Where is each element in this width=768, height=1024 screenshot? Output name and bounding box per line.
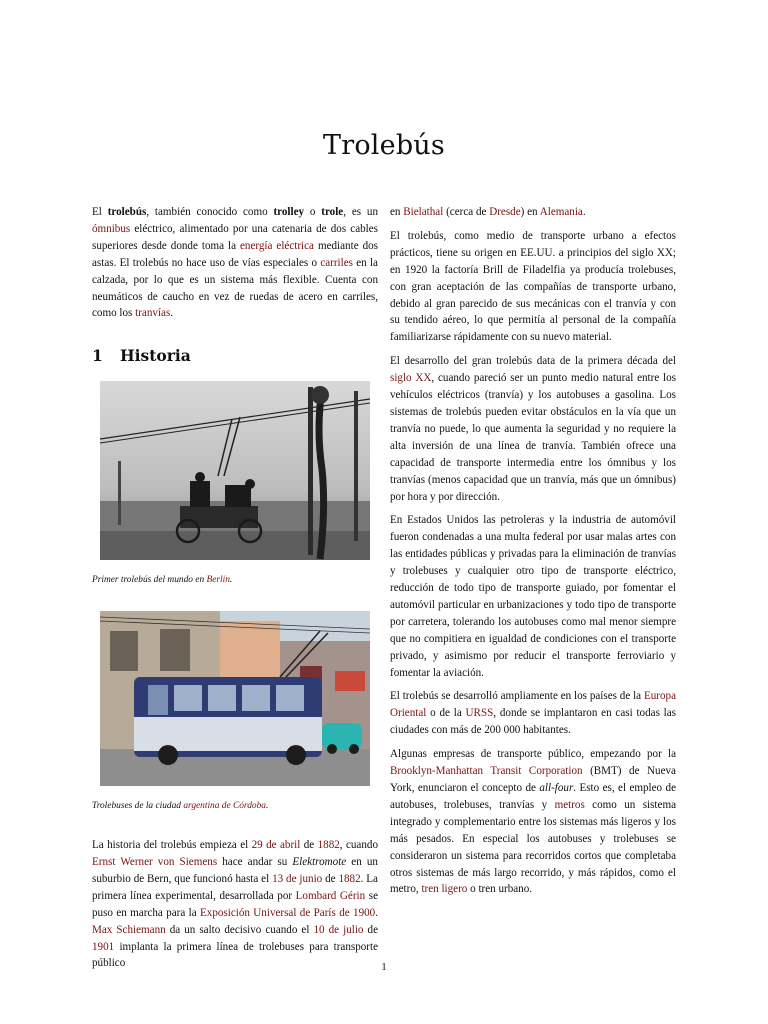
text: o de la — [426, 707, 466, 720]
text: , es un — [343, 206, 379, 218]
paragraph-eastern-europe — [390, 688, 676, 739]
text: Trolebuses de la ciudad — [92, 801, 184, 812]
text: , cuando pareció ser un punto medio natural entre los vehículos eléctricos (tranvía) y los autobuses a gasolina. Los sistemas de trolebús pueden evitar obstáculos en la vía que un tranvía no puede, lo que aumenta la seguridad y no requiere la alta inversión de una línea de tranvía. También ofrece una capacidad de transporte intermedia entre los ómnibus y los tranvías (menos capacidad que un tranvía, más que un ómnibus) por hora y por dirección. — [390, 372, 677, 503]
text: ) en — [520, 206, 540, 218]
link-urss[interactable]: URSS — [465, 707, 494, 720]
link-1882[interactable]: 1882 — [317, 839, 340, 852]
text: da un salto decisivo cuando el — [165, 923, 314, 936]
link-tren-ligero[interactable]: tren ligero — [421, 883, 468, 896]
term-trolley: trolley — [273, 206, 305, 218]
link-omnibus[interactable]: ómnibus — [92, 222, 131, 235]
link-29-abril[interactable]: 29 de abril — [251, 839, 301, 852]
text: . — [265, 801, 269, 812]
link-1882-b[interactable]: 1882 — [338, 872, 361, 885]
paragraph-usa-oil: En Estados Unidos las petroleras y la industria de automóvil fueron condenadas a una multa federal por usar malas artes con las entidades públicas y privadas para la eliminación de tranvías y trolebuses y cualquier otro tipo de transporte eléctrico, reducción de todo tipo de transporte guiado, por fomentar el automóvil particular en urbanizaciones y todo tipo de transporte por carretera, tolerando los autobuses como mal menor siempre que no compitiera en igualdad de condiciones con el transporte privado, y asimismo por reducir el transporte ferroviario y fomentar la aviación. — [390, 514, 676, 679]
link-1901[interactable]: 1901 — [92, 940, 115, 953]
page-number: 1 — [381, 961, 387, 973]
link-lombard-gerin[interactable]: Lombard Gérin — [295, 889, 366, 902]
text: o — [304, 206, 322, 218]
text: se puso en marcha para la — [92, 889, 378, 919]
text: El desarrollo del gran trolebús data de la primera década del — [390, 355, 676, 368]
text: . — [170, 307, 174, 320]
link-bielathal[interactable]: Bielathal — [403, 206, 444, 218]
link-energia-electrica[interactable]: energía eléctrica — [240, 239, 314, 252]
text: , donde se implantaron en casi todas las ciudades con más de 200 000 habitantes. — [390, 707, 676, 737]
page-title: Trolebús — [323, 130, 445, 162]
link-tranvias[interactable]: tranvías — [135, 307, 171, 320]
text: de — [300, 839, 318, 852]
text: . La primera línea experimental, desarrollada por — [92, 872, 378, 902]
text: eléctrico, alimentado por una catenaria de dos cables superiores desde donde toma la — [92, 222, 378, 252]
section-title: Historia — [120, 346, 191, 366]
paragraph-all-four — [390, 746, 676, 898]
link-europa-oriental[interactable]: Europa Oriental — [390, 690, 676, 720]
text: . — [582, 206, 586, 218]
text: . — [375, 906, 378, 919]
text: en — [390, 206, 404, 218]
link-13-junio[interactable]: 13 de junio — [272, 872, 323, 885]
text: , cuando — [339, 839, 378, 852]
text: mediante dos astas. El trolebús no hace uso de vías especiales o — [92, 239, 378, 269]
text: Algunas empresas de transporte público, empezando por la — [390, 748, 676, 761]
history-paragraph — [92, 837, 378, 972]
text: La historia del trolebús empieza el — [92, 839, 252, 852]
text: de — [322, 872, 339, 885]
text: en un suburbio de Bern, que funcionó hasta el — [92, 855, 378, 885]
link-carriles[interactable]: carriles — [320, 256, 353, 269]
link-bmt[interactable]: Brooklyn-Manhattan Transit Corporation — [390, 765, 583, 778]
text: El — [92, 206, 108, 218]
term-all-four: all-four — [539, 782, 574, 794]
text: El trolebús se desarrolló ampliamente en los países de la — [390, 690, 644, 703]
text: de — [363, 923, 378, 936]
link-siemens[interactable]: Ernst Werner von Siemens — [92, 855, 218, 868]
text: (BMT) de Nueva York, enunciaron el concepto de — [390, 765, 676, 794]
paragraph-development — [390, 353, 676, 505]
text: . Esto es, el empleo de autobuses, trolebuses, tranvías y — [390, 782, 676, 811]
continuation-paragraph — [390, 204, 676, 221]
section-heading-historia — [92, 348, 378, 365]
figure-cordoba-trolleybuses — [100, 611, 370, 786]
text: , también conocido como — [146, 206, 274, 218]
term-trole: trole — [321, 206, 344, 218]
text: . — [229, 575, 233, 586]
figure-caption-1 — [92, 572, 378, 589]
link-dresde[interactable]: Dresde — [489, 206, 521, 218]
text: hace andar su — [217, 855, 293, 868]
text: como un sistema integrado y complementario entre los sistemas más ligeros y los más pesados. En especial los autobuses y trolebuses se consideraron un sistema para recorridos cortos que completaba otros sistemas de más largo recorrido, y más rápidos, como el metro, — [390, 798, 676, 896]
link-metros[interactable]: metros — [554, 798, 585, 811]
link-berlin[interactable]: Berlín — [206, 575, 230, 586]
text: o tren urbano. — [467, 883, 533, 896]
photo-cordoba-trolleybuses — [100, 611, 370, 786]
photo-first-trolleybus-berlin — [100, 381, 370, 560]
link-max-schiemann[interactable]: Max Schiemann — [92, 923, 166, 936]
link-exposicion-paris[interactable]: Exposición Universal de París de 1900 — [200, 906, 376, 919]
text: Primer trolebús del mundo en — [92, 575, 207, 586]
link-siglo-xx[interactable]: siglo XX — [390, 372, 432, 385]
intro-paragraph — [92, 204, 378, 322]
link-cordoba[interactable]: argentina de Córdoba — [183, 801, 266, 812]
paragraph-origin-usa: El trolebús, como medio de transporte urbano a efectos prácticos, tiene su origen en EE.UU. a principios del siglo XX; en 1920 la factoría Brill de Filadelfia ya producía trolebuses, con gran aceptación de las compañías de transporte urbano, debido al gran parecido de sus mecánicas con el tranvía y con su tendido aéreo, lo que permitía al personal de la compañía familiarizarse rápidamente con su nuevo material. — [390, 229, 676, 344]
figure-caption-2 — [92, 798, 378, 815]
left-column — [92, 204, 378, 979]
figure-first-trolleybus — [100, 381, 370, 560]
text: implanta la primera línea de trolebuses para transporte público — [92, 940, 378, 970]
link-alemania[interactable]: Alemania — [539, 206, 583, 218]
term-elektromote: Elektromote — [292, 855, 347, 868]
term-trolebus: trolebús — [107, 206, 147, 218]
text: en la calzada, por lo que es un sistema más flexible. Cuenta con neumáticos de caucho en vez de ruedas de acero en carriles, como los — [92, 256, 378, 320]
text: (cerca de — [443, 206, 490, 218]
link-10-julio[interactable]: 10 de julio — [313, 923, 364, 936]
section-number: 1 — [92, 346, 103, 366]
right-column — [390, 204, 676, 905]
